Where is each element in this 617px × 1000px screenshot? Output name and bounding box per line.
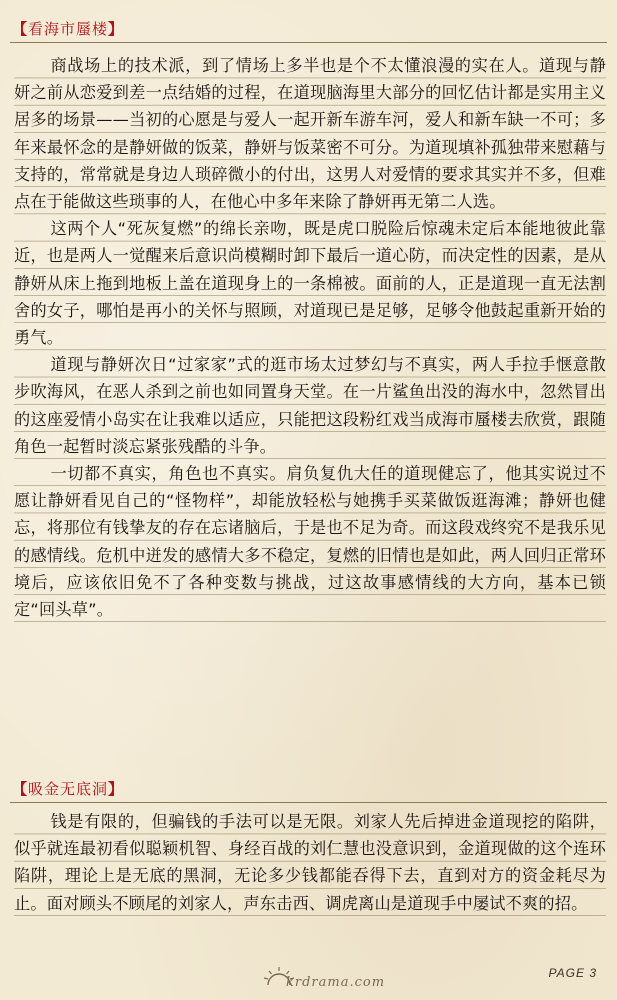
section-title-1 — [12, 18, 124, 40]
section-title-text: 看海市蜃楼 — [28, 20, 109, 38]
title-bracket-close: 】 — [108, 780, 125, 798]
section-body-2 — [14, 808, 606, 917]
title-bracket-open: 【 — [12, 780, 29, 798]
title-bracket-close: 】 — [108, 20, 125, 38]
section-body-1 — [14, 52, 606, 623]
paragraph: 这两个人“死灰复燃”的绵长亲吻，既是虎口脱险后惊魂未定后本能地彼此靠近，也是两人一觉醒来后意识尚模糊时卸下最后一道心防，而决定性的因素，是从静妍从床上拖到地板上盖在道现身上的一条棉被。面前的人，正是道现一直无法割舍的女子，哪怕是再小的关怀与照顾，对道现已是足够，足够令他鼓起重新开始的勇气。 — [14, 219, 606, 348]
section-title-2 — [12, 778, 124, 800]
paragraph: 一切都不真实，角色也不真实。肩负复仇大任的道现健忘了，他其实说过不愿让静妍看见自己的“怪物样”，却能放轻松与她携手买菜做饭逛海滩；静妍也健忘，将那位有钱挚友的存在忘诸脑后，于是也不足为奇。而这段戏终究不是我乐见的感情线。危机中迸发的感情大多不稳定，复燃的旧情也是如此，两人回归正常环境后，应该依旧免不了各种变数与挑战，过这故事感情线的大方向，基本已锁定“回头草”。 — [14, 464, 606, 620]
paragraph: 商战场上的技术派，到了情场上多半也是个不太懂浪漫的实在人。道现与静妍之前从恋爱到差一点结婚的过程，在道现脑海里大部分的回忆估计都是实用主义居多的场景——当初的心愿是与爱人一起开新车游车河，爱人和新车缺一不可；多年来最怀念的是静妍做的饭菜，静妍与饭菜密不可分。为道现填补孤独带来慰藉与支持的，常常就是身边人琐碎微小的付出，这男人对爱情的要求其实并不多，但难点在于能做这些琐事的人，在他心中多年来除了静妍再无第二人选。 — [14, 56, 606, 212]
site-logo — [262, 963, 386, 997]
paragraph: 道现与静妍次日“过家家”式的逛市场太过梦幻与不真实，两人手拉手惬意散步吹海风，在恶人杀到之前也如同置身天堂。在一片鲨鱼出没的海水中，忽然冒出的这座爱情小岛实在让我难以适应，只能把这段粉红戏当成海市蜃楼去欣赏，跟随角色一起暂时淡忘紧张残酷的斗争。 — [14, 355, 606, 456]
site-brand: krdrama.com — [286, 975, 386, 990]
paragraph: 钱是有限的，但骗钱的手法可以是无限。刘家人先后掉进金道现挖的陷阱，似乎就连最初看似聪颖机智、身经百战的刘仁慧也没意识到，金道现做的这个连环陷阱，理论上是无底的黑洞，无论多少钱都能吞得下去，直到对方的资金耗尽为止。面对顾头不顾尾的刘家人，声东击西、调虎离山是道现手中屡试不爽的招。 — [14, 812, 606, 913]
title-underline — [10, 42, 607, 43]
title-underline — [10, 802, 607, 803]
page-number: PAGE 3 — [548, 966, 597, 980]
section-title-text: 吸金无底洞 — [28, 780, 109, 798]
title-bracket-open: 【 — [12, 20, 29, 38]
